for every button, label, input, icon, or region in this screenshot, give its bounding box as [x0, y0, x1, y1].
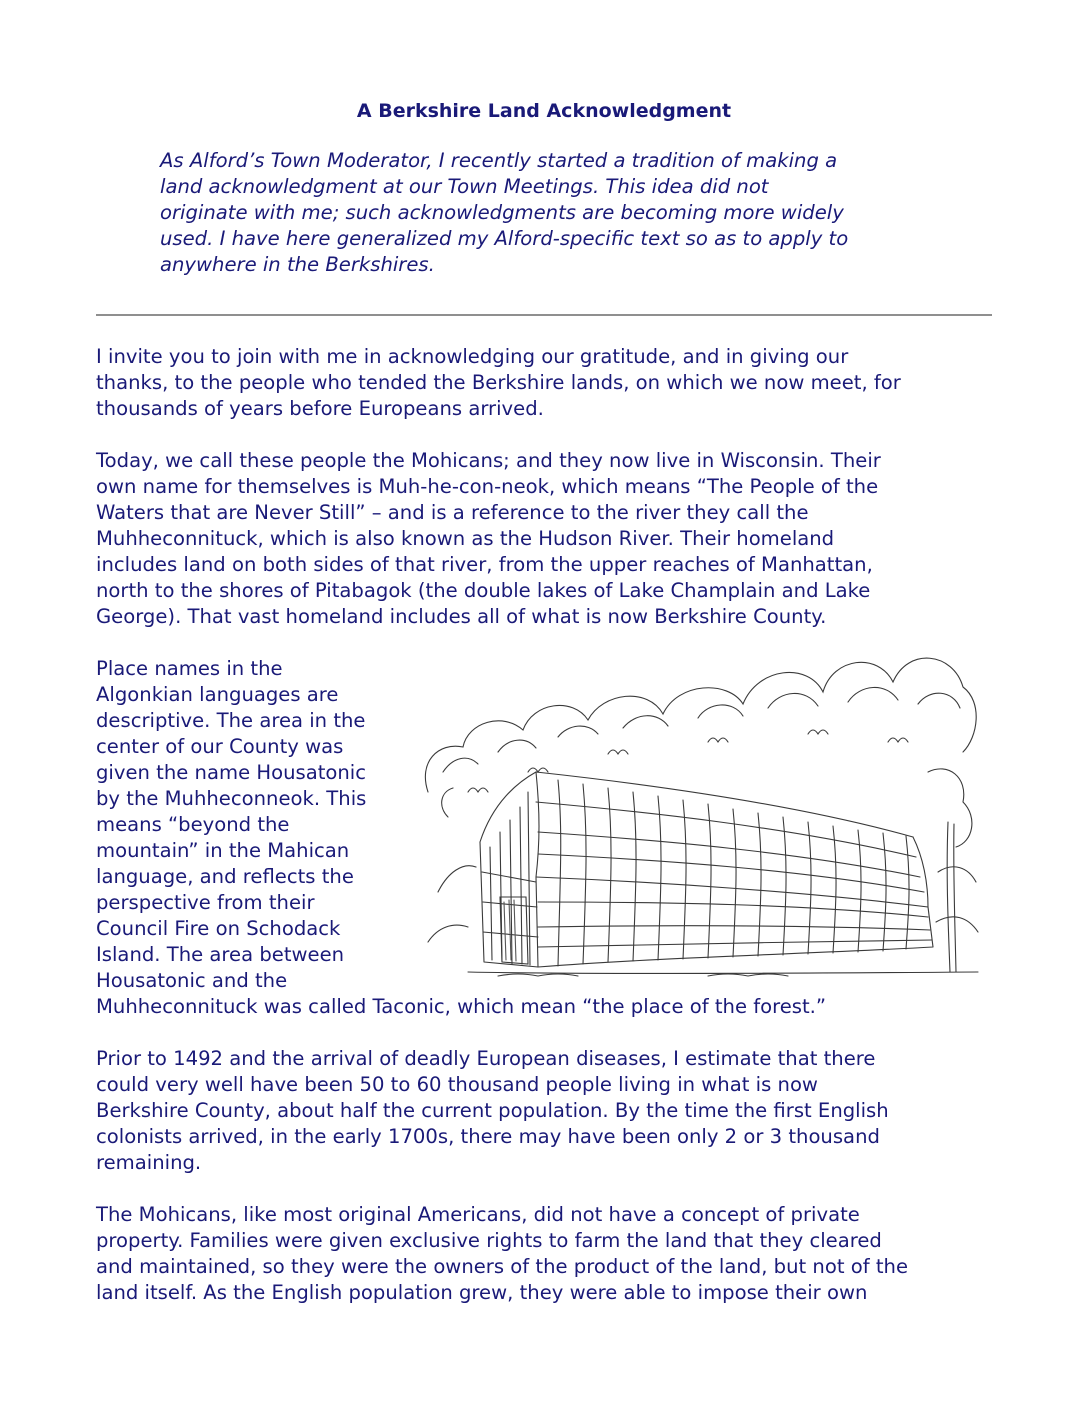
paragraph-line: I invite you to join with me in acknowledging our gratitude, and in giving our [96, 345, 849, 368]
paragraph-line: Algonkian languages are [96, 683, 339, 706]
paragraph-line: thousands of years before Europeans arrived. [96, 397, 544, 420]
paragraph-line: and maintained, so they were the owners of the product of the land, but not of the [96, 1255, 909, 1278]
intro-line: As Alford’s Town Moderator, I recently started a tradition of making a [160, 149, 838, 172]
paragraph-line: by the Muhheconneok. This [96, 787, 367, 810]
paragraph-line: The Mohicans, like most original Americans, did not have a concept of private [96, 1203, 860, 1226]
paragraph-line: own name for themselves is Muh-he-con-neok, which means “The People of the [96, 475, 879, 498]
page-title: A Berkshire Land Acknowledgment [356, 100, 732, 122]
paragraph-line: remaining. [96, 1151, 202, 1174]
paragraph-line: north to the shores of Pitabagok (the double lakes of Lake Champlain and Lake [96, 579, 871, 602]
paragraph-mohicans [96, 448, 881, 630]
paragraph-line: Council Fire on Schodack [96, 917, 341, 940]
longhouse-sketch-icon [408, 642, 986, 982]
paragraph-property [96, 1202, 908, 1306]
paragraph-line: Prior to 1492 and the arrival of deadly European diseases, I estimate that there [96, 1047, 876, 1070]
intro-line: originate with me; such acknowledgments are becoming more widely [160, 201, 844, 224]
intro-note [160, 148, 960, 278]
paragraph-line: perspective from their [96, 891, 315, 914]
paragraph-line: mountain” in the Mahican [96, 839, 350, 862]
paragraph-line: Muhheconnituck, which is also known as the Hudson River. Their homeland [96, 527, 835, 550]
intro-line: used. I have here generalized my Alford-specific text so as to apply to [160, 227, 849, 250]
paragraph-line: Today, we call these people the Mohicans; and they now live in Wisconsin. Their [96, 449, 881, 472]
intro-line: anywhere in the Berkshires. [160, 253, 435, 276]
paragraph-line: Island. The area between [96, 943, 345, 966]
paragraph-line: Housatonic and the [96, 969, 288, 992]
paragraph-line: means “beyond the [96, 813, 290, 836]
paragraph-line: center of our County was [96, 735, 344, 758]
paragraph-population [96, 1046, 889, 1176]
paragraph-line: Waters that are Never Still” – and is a reference to the river they call the [96, 501, 809, 524]
paragraph-line: land itself. As the English population grew, they were able to impose their own [96, 1281, 868, 1304]
paragraph-line: thanks, to the people who tended the Berkshire lands, on which we now meet, for [96, 371, 901, 394]
paragraph-line: George). That vast homeland includes all of what is now Berkshire County. [96, 605, 827, 628]
intro-line: land acknowledgment at our Town Meetings. This idea did not [160, 175, 769, 198]
paragraph-line: descriptive. The area in the [96, 709, 366, 732]
paragraph-line: includes land on both sides of that river, from the upper reaches of Manhattan, [96, 553, 873, 576]
paragraph-line: Muhheconnituck was called Taconic, which mean “the place of the forest.” [96, 995, 827, 1018]
paragraph-line: colonists arrived, in the early 1700s, there may have been only 2 or 3 thousand [96, 1125, 880, 1148]
paragraph-line: language, and reflects the [96, 865, 354, 888]
paragraph-gratitude [96, 344, 901, 422]
paragraph-line: property. Families were given exclusive rights to farm the land that they cleared [96, 1229, 882, 1252]
paragraph-line: Place names in the [96, 657, 283, 680]
horizontal-divider [96, 314, 992, 316]
paragraph-line: could very well have been 50 to 60 thousand people living in what is now [96, 1073, 818, 1096]
paragraph-line: Berkshire County, about half the current population. By the time the first English [96, 1099, 889, 1122]
paragraph-line: given the name Housatonic [96, 761, 367, 784]
